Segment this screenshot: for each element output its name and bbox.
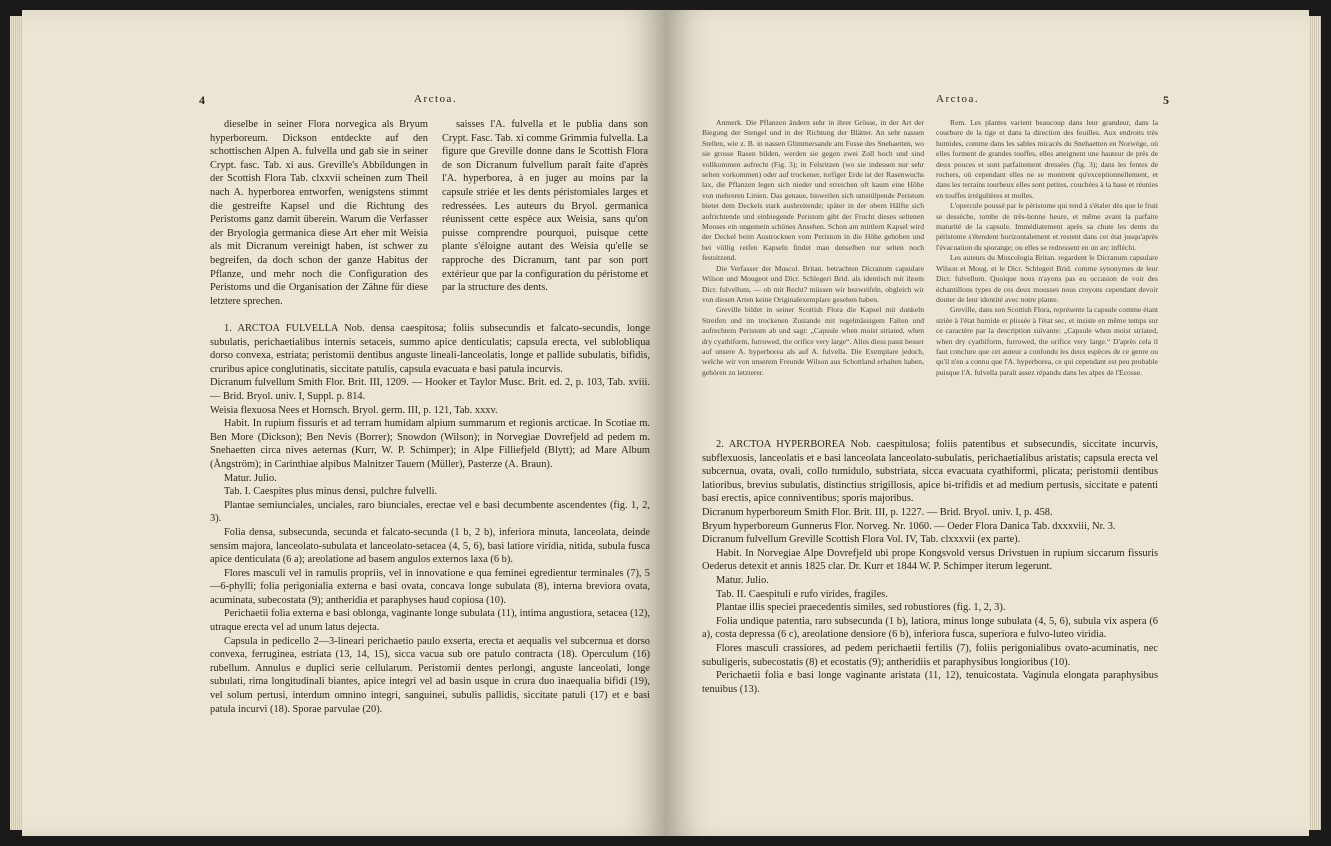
flores: Flores masculi crassiores, ad pedem perichaetii fertilis (7), foliis perigonialibus ovato-acuminatis, nec subuligeris, subecostatis (8) et ecostatis (9); antheridiis et paraphysibus longioribus (10).: [702, 642, 1158, 668]
perichaetium: Perichaetii folia externa e basi oblonga, vaginante longe subulata (11), intima angustiora, setacea (12), utraque erecta vel ad unum latus dejecta.: [210, 608, 650, 634]
folia: Folia densa, subsecunda, secunda et falcato-secunda (1 b, 2 b), inferiora minuta, lanceolata, deinde sensim majora, lanceolato-subulata et lanceolato-setacea (4, 5, 6), basi latiore viridia, nitida, subula fusca apice denticulata (6 a); areolatione ad basem angulos externos laxa (6 b).: [210, 526, 650, 566]
synonym: Dicranum fulvellum Smith Flor. Brit. III, 1209. — Hooker et Taylor Musc. Brit. ed. 2, p. 103, Tab. xviii. — Brid. Bryol. univ. I, Suppl. p. 814.: [210, 377, 650, 402]
running-head: Arctoa.: [936, 93, 980, 105]
right-page: [666, 10, 1309, 836]
paragraph: L'opercule poussé par le péristome qui tend à s'étaler dès que le fruit se dessèche, tombe de très-bonne heure, et même avant la parfaite maturité de la capsule. Immédiatement après sa chute les dents du péristome s'étendent horizontalement et restent dans cet état jusqu'après l'évacuation du sporange; ou elles se redressent en un arc infléchi.: [936, 201, 1158, 252]
synonym: Dicranum hyperboreum Smith Flor. Brit. III, p. 1227. — Brid. Bryol. univ. I, p. 458.: [702, 506, 1053, 518]
french-remarks-column: [936, 118, 1158, 378]
synonym: Dicranum fulvellum Greville Scottish Flora Vol. IV, Tab. clxxxvii (ex parte).: [702, 534, 1021, 546]
species-description: [210, 322, 650, 792]
flores: Flores masculi vel in ramulis propriis, vel in innovatione e qua feminei egredientur terminales (7), 5—6-phylli; folia perigonialia externa e basi ovata, concava longe subulata (8), interna breviora ovata, acuminata, subecostata (9); antheridia et paraphyses haud copiosa (10).: [210, 567, 650, 606]
plate-note: Tab. I. Caespites plus minus densi, pulchre fulvelli.: [224, 486, 438, 498]
maturity: Matur. Julio.: [716, 574, 769, 586]
species-description: [702, 438, 1158, 798]
german-remarks-column: [702, 118, 924, 378]
page-edges-right: [1309, 16, 1321, 830]
capsula: Capsula in pedicello 2—3-lineari perichaetio paulo exserta, erecta et aequalis vel subcernua et dorso convexa, ferruginea, estriata (13, 14, 15), sicca vacua sub ore patulo contracta (18). Operculum (16) rubellum. Annulus e duplici serie cellularum. Peristomii dentes perlongi, anguste lanceolati, longe subulati, rima longitudinali biantes, apice integri vel ad basin usque in crura duo inaequalia bifidi (19), vel solum pertusi, interdum omnino integri, sanguinei, subulis pallidis, siccitate patuli (17) et e basi patula incurvi (18). Sporae parvulae (20).: [210, 635, 650, 715]
species-diagnosis: 2. ARCTOA HYPERBOREA Nob. caespitulosa; foliis patentibus et subsecundis, siccitate incurvis, subflexuosis, lanceolatis et e basi lanceolata lanceolato-subulatis, perichaetialibus aristatis; capsula erecta vel subcernua, ovata, ovali, collo tumidulo, substriata, sicca evacuata cyathiformi, plicata; peristomii dentibus latioribus, brevius subulatis, distinctius strigillosis, apice bi-trifidis et ad medium pertusis, siccitate e patenti basi erectis, apice conniventibus; sporis majoribus.: [702, 439, 1158, 505]
perichaetium: Perichaetii folia e basi longe vaginante aristata (11, 12), tenuicostata. Vaginula elongata paraphysibus tenuibus (13).: [702, 670, 1158, 695]
paragraph: Greville bildet in seiner Scottish Flora die Kapsel mit dunkeln Streifen und im trockenen Zustande mit regelmässigem Falten und aufrechtem Peristom ab und sagt: „Capsule when moist striated, when dry cyathiform, furrowed, the orifice very large“. Alles diess passt besser auf unsere A. hyperborea als auf A. fulvella. Die Exemplare jedoch, welche wir von unserem Freunde Wilson aus Schottland erhalten haben, gehören zu letzterer.: [702, 305, 924, 377]
left-page: [22, 10, 666, 836]
paragraph: Les auteurs du Muscologia Britan. regardent le Dicranum capsulare Wilson et Moug. et le Dicr. Schlegeri Brid. comme synonymes de leur Dicr. fulvellum. Quoique nous n'ayons pas eu occasion de voir des échantillons types de ces deux mousses nous croyons cependant devoir douter de leur identité avec notre plante.: [936, 253, 1158, 304]
plantae: Plantae semiunciales, unciales, raro biunciales, erectae vel e basi decumbente ascendentes (fig. 1, 2, 3).: [210, 499, 650, 525]
synonym: Bryum hyperboreum Gunnerus Flor. Norveg. Nr. 1060. — Oeder Flora Danica Tab. dxxxviii, Nr. 3.: [702, 520, 1116, 532]
folia: Folia undique patentia, raro subsecunda (1 b), latiora, minus longe subulata (4, 5, 6), subula vix aspera (6 a), costa depressa (6 c), areolatione densiore (6 b), inferiora fusca, superiora e fulvo-luteo viridia.: [702, 615, 1158, 641]
german-column: [210, 118, 428, 308]
paragraph: saisses l'A. fulvella et le publia dans son Crypt. Fasc. Tab. xi comme Grimmia fulvella. La figure que Greville donne dans le Scottish Flora de son Dicranum fulvellum paraît faite d'après l'A. hyperborea, à en juger au moins par la capsule striée et les dents péristomiales larges et redressées. Les auteurs du Bryol. germanica réunissent cette espèce aux Weisia, sans qu'on puisse comprendre pourquoi, puisque cette plante s'éloigne autant des Weisia qu'elle se rapproche des Dicranum, tant par son port extérieur que par la configuration du péristome et par la structure des dents.: [442, 119, 648, 294]
page-edges-left: [10, 16, 22, 830]
running-head: Arctoa.: [414, 93, 458, 105]
paragraph: dieselbe in seiner Flora norvegica als Bryum hyperboreum. Dickson entdeckte auf den schottischen Alpen A. fulvella und gab sie in seiner Crypt. fasc. Tab. xi aus. Greville's Abbildungen in der Scottish Flora Tab. clxxvii scheinen zum Theil nach A. hyperborea entworfen, wenigstens stimmt die gestreifte Kapsel und die Richtung des Peristoms ganz damit überein. Warum die Verfasser der Bryologia germanica diese Art eher mit Weisia als mit Dicranum vereinigt haben, ist schwer zu begreifen, da doch schon der ganze Habitus der Pflanze, und mehr noch die Configuration des Peristoms und die Organisation der Zähne für diese letztere sprechen.: [210, 119, 428, 307]
paragraph: Greville, dans son Scottish Flora, représente la capsule comme étant striée à l'état humide et plissée à l'état sec, et insiste en même temps sur ce caractère par la description suivante: „Capsule when moist striated, when dry cyathiform, furrowed, the orifice very large.“ D'après cela il faut conclure que cet auteur a confondu les deux espèces de ce genre ou qu'il n'en a connu que l'A. hyperborea, ce qui cependant est peu probable puisque l'A. fulvella paraît assez répandu dans les alpes de l'Ecosse.: [936, 305, 1158, 377]
species-diagnosis: 1. ARCTOA FULVELLA Nob. densa caespitosa; foliis subsecundis et falcato-secundis, longe subulatis, perichaetialibus internis setaceis, summo apice denticulatis; capsula erecta, vel sublobliqua dorso convexa, estriata; peristomii dentibus anguste lineali-lanceolatis, longe et pallide subulatis, bifidis, cruribus apice conglutinatis, siccitate patulis, capsula evacuata e basi patula incurvis.: [210, 323, 650, 375]
synonym: Weisia flexuosa Nees et Hornsch. Bryol. germ. III, p. 121, Tab. xxxv.: [210, 404, 498, 416]
paragraph: Rem. Les plantes varient beaucoup dans leur grandeur, dans la courbure de la tige et dans la direction des feuilles. Aux endroits très humides, comme dans les sables micacés du Snehaetten en Norwège, où elles forment de grandes touffes, elles atteignent une hauteur de près de deux pouces et sont parfaitement dressées (fig. 3); dans les fentes de rochers, où cependant elles ne se montrent qu'exceptionnellement, et dans les terrains tourbeux elles sont petites, couchées à la base et réunies en touffes irrégulières et molles.: [936, 118, 1158, 200]
french-column: [442, 118, 648, 295]
habitat: Habit. In Norvegiae Alpe Dovrefjeld ubi prope Kongsvold versus Drivstuen in rupium siccarum fissuris Oederus detexit et annis 1825 clar. Dr. Kurr et 1844 W. P. Schimper iterum legerunt.: [702, 547, 1158, 573]
maturity: Matur. Julio.: [224, 472, 277, 484]
habitat: Habit. In rupium fissuris et ad terram humidam alpium summarum et regionis arcticae. In Scotiae m. Ben More (Dickson); Ben Nevis (Borrer); Snowdon (Wilson); in Norvegiae Dovrefjeld ad pedem m. Snehaetten circa nives aeternas (Kurr, W. P. Schimper); in Alpe Filliefjeld (Blytt); ad Mare Album (Ångström); in Carinthiae alpibus Malnitzer Tauern (Müller), Pasterze (A. Braun).: [210, 418, 650, 470]
open-book: [10, 10, 1321, 836]
paragraph: Die Verfasser der Muscol. Britan. betrachten Dicranum capsulare Wilson und Mougeot und Dicr. Schlegeri Brid. als identisch mit ihrem Dicr. fulvellum, — ob mit Recht? müssen wir bezweifeln, obgleich wir von diesen Arten keine Originalexemplare gesehen haben.: [702, 263, 924, 304]
page-number: 5: [1163, 93, 1169, 107]
page-number: 4: [199, 93, 205, 107]
paragraph: Anmerk. Die Pflanzen ändern sehr in ihrer Grösse, in der Art der Biegung der Stengel und in der Richtung der Blätter. An sehr nassen Stellen, wie z. B. in nassen Glimmersande am Fusse des Snehaetten, wo sie grosse Rasen bilden, werden sie gegen zwei Zoll hoch und sind vollkommen aufrecht (Fig. 3); in Felsritzen (wo sie indessen nur sehr selten vorkommen) oder auf trockener, torfiger Erde ist der Rasenwuchs lax, die Pflanzen legen sich nieder und erreichen oft kaum eine Höhe von mehreren Linien. Das genaue, bisweilen sich umstülpende Peristom bietet dem Deckels stark ausbreitende; später in der obern Hälfte sich aufrichtende und einbiegende Peristom gibt der Frucht dieses seltenen Mooses ein ungemein schönes Ansehen. Schon am mittlern Kapsel wird der Deckel beim Austrocknen vom Peristom in die Höhe gehoben und bei völlig reifen Kapseln findet man denselben nur selten noch festsitzend.: [702, 118, 924, 263]
plate-note: Tab. II. Caespituli e rufo virides, fragiles.: [716, 588, 888, 600]
plantae: Plantae illis speciei praecedentis similes, sed robustiores (fig. 1, 2, 3).: [716, 602, 1006, 614]
